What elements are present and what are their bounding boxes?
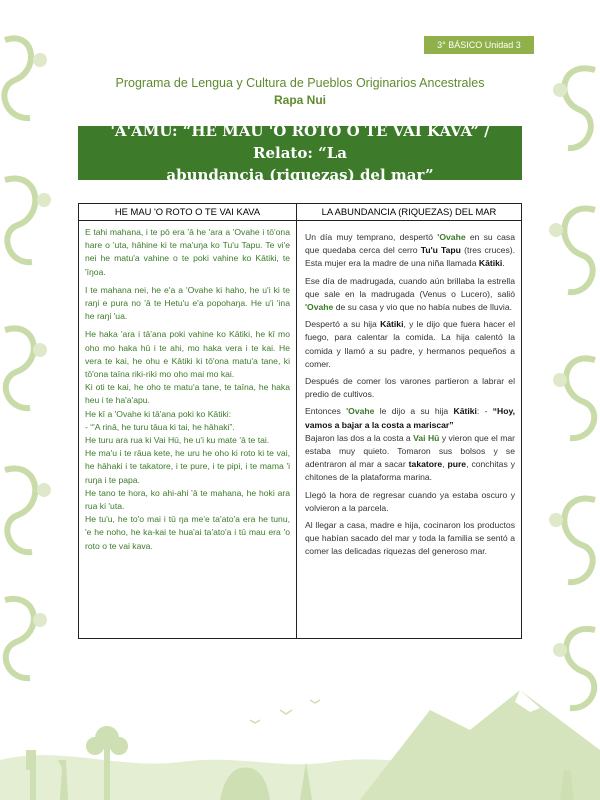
program-subtitle: Rapa Nui bbox=[273, 93, 326, 107]
spanish-paragraph: Entonces 'Ovahe le dijo a su hija Kātiki: - “Hoy, vamos a bajar a la costa a mariscar” bbox=[305, 406, 515, 430]
program-title: Programa de Lengua y Cultura de Pueblos Originarios Ancestrales bbox=[115, 76, 485, 90]
grade-unit-badge: 3° BÁSICO Unidad 3 bbox=[424, 36, 534, 54]
spanish-paragraph: Bajaron las dos a la costa a Vai Hū y vieron que el mar estaba muy quieto. Tomaron sus bolsos y se adentraron al mar a sacar takatore, pure, conchitas y chitones de la plataforma marina. bbox=[305, 432, 516, 483]
spanish-text bbox=[297, 221, 521, 559]
spanish-column-header: LA ABUNDANCIA (RIQUEZAS) DEL MAR bbox=[297, 204, 521, 221]
rapa-nui-paragraph: He kī a 'Ovahe ki tā'ana poki ko Kātiki: bbox=[85, 408, 232, 419]
spanish-paragraph: Un día muy temprano, despertó 'Ovahe en su casa que quedaba cerca del cerro Tu'u Tapu (tres cruces). Esta mujer era la madre de una niña llamada Kātiki. bbox=[305, 232, 516, 269]
rapa-nui-paragraph: Ki oti te kai, he oho te matu'a tane, te taīna, he haka heu i te ha'a'apu. bbox=[85, 382, 290, 406]
spanish-paragraph: Después de comer los varones partieron a labrar el predio de cultivos. bbox=[305, 376, 515, 400]
story-title-line-2: abundancia (riquezas) del mar” bbox=[166, 166, 434, 184]
rapa-nui-paragraph: He haka 'ara i tā'ana poki vahine ko Kātiki, he kī mo oho mo haka hū i te ahi, mo haka vera i te kai. He vera te kai, he ohu e Kātiki ki tō'ona matu'a tane, ki tō'ona taīna riki-riki mo oho mai mo kai. bbox=[85, 329, 290, 380]
spanish-column bbox=[297, 204, 521, 638]
rapa-nui-text bbox=[79, 221, 296, 553]
story-title-line-1: 'A'AMU: “HE MAU 'O ROTO O TE VAI KAVA” / Relato: “La bbox=[110, 122, 490, 162]
spanish-paragraph: Despertó a su hija Kātiki, y le dijo que fuera hacer el fuego, para calentar la comida. La hija calentó la comida y llamó a su padre, y hermanos pequeños a comer. bbox=[305, 319, 516, 369]
bilingual-story-table bbox=[78, 203, 522, 639]
rapa-nui-paragraph: He ma'u i te rāua kete, he uru he oho ki roto ki te vai, he hāhaki i te takatore, i te pure, i te pipi, i te mama 'i ruŋa i te papa. bbox=[85, 448, 290, 485]
rapa-nui-paragraph: He turu ara rua ki Vai Hū, he u'i ku mate 'ā te tai. bbox=[85, 435, 270, 446]
rapa-nui-column-header: HE MAU 'O ROTO O TE VAI KAVA bbox=[79, 204, 296, 221]
rapa-nui-paragraph: E tahi mahana, i te pō era 'ā he 'ara a 'Ovahe i tō'ona hare o 'uta, hāhine ki te ma'uŋa ko Tu'u Tapu. Te vi'e nei he matu'a vahine o te poki vahine ko Kātiki, te 'īŋoa. bbox=[85, 227, 290, 277]
landscape-illustration bbox=[0, 650, 600, 800]
rapa-nui-paragraph: He tano te hora, ko ahi-ahi 'ā te mahana, he hoki ara rua ki 'uta. bbox=[85, 487, 290, 512]
rapa-nui-column bbox=[79, 204, 297, 638]
spanish-paragraph: Llegó la hora de regresar cuando ya estaba oscuro y volvieron a la parcela. bbox=[305, 489, 515, 513]
rapa-nui-paragraph: He tu'u, he to'o mai i tū ŋa me'e ta'ato'a era he tunu, 'e he noho, he ka-kai te hua'ai ta'ato'a i tū mau era 'o roto o te vai kava. bbox=[85, 514, 290, 551]
rapa-nui-paragraph: - “'A rinā, he turu tāua ki tai, he hāhaki”. bbox=[85, 421, 235, 432]
spanish-paragraph: Ese día de madrugada, cuando aún brillaba la estrella que sale en la madrugada (Venus o Lucero), salió 'Ovahe de su casa y vio que no había nubes de lluvia. bbox=[305, 275, 515, 313]
rapa-nui-paragraph: I te mahana nei, he e'a a 'Ovahe ki haho, he u'i ki te raŋi e pura no 'ā te Hetu'u e'a popohaŋa. He u'i 'ina he raŋi 'ua. bbox=[85, 284, 290, 322]
story-title-banner bbox=[78, 122, 522, 184]
spanish-paragraph: Al llegar a casa, madre e hija, cocinaron los productos que habían sacado del mar y toda la familia se sentó a comer las delicadas riquezas del generoso mar. bbox=[305, 520, 515, 557]
